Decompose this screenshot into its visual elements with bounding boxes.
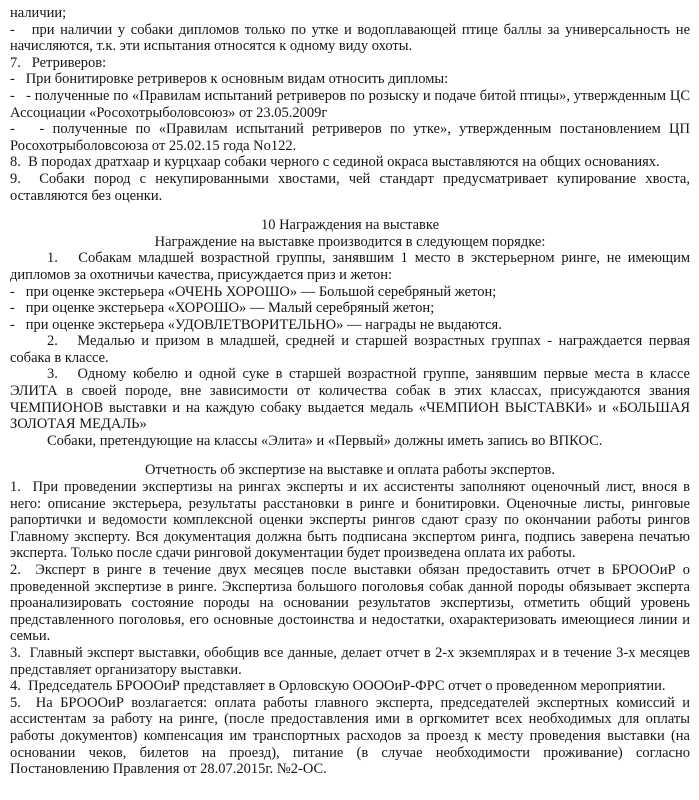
awards-note-vpkos: Собаки, претендующие на классы «Элита» и «Первый» должны иметь запись во ВПКОС. [47, 432, 603, 449]
dash-item-rules-retrieve: - - полученные по «Правилам испытаний ретриверов по розыску и подаче битой птицы», утвержденным ЦС Ассоциации «Росохотрыболовсоюз» от 23.05.2009г [10, 87, 690, 121]
section-title-awards: 10 Награждения на выставке [260, 217, 440, 234]
report-item-1: 1. При проведении экспертизы на рингах эксперты и их ассистенты заполняют оценочный лист, внося в него: описание экстерьера, результаты расстановки в ринге и бонитировки. Оценочные листы, ринговые рапортички и ведомости комплексной оценки эксперты рингов сдают сразу по окончании работы рингов Главному эксперту. Вся документация должна быть подписана экспертом ринга, подпись заверена печатью эксперта. Только после сдачи ринговой документации будет произведена оплата их работы. [10, 479, 690, 562]
dash-item-bonitation: - При бонитировке ретриверов к основным видам относить дипломы: [10, 71, 449, 88]
dash-item-universality: - при наличии у собаки дипломов только по утке и водоплавающей птице баллы за универсальность не начисляются, т.к. эти испытания относятся к одному виду охоты. [10, 21, 690, 55]
item-7-retrievers: 7. Ретриверов: [10, 54, 107, 71]
item-8-coat-color: 8. В породах дратхаар и курцхаар собаки черного с сединой окраса выставляются на общих основаниях. [10, 154, 660, 171]
dash-item-rules-duck: - - полученные по «Правилам испытаний ретриверов по утке», утвержденным постановлением ЦП Росохотрыболовсоюза от 25.02.15 года No122. [10, 121, 690, 154]
report-item-2: 2. Эксперт в ринге в течение двух месяцев после выставки обязан предоставить отчет в БРОООиР о проведенной экспертизе в ринге. Экспертиза большого поголовья собак данной породы обязывает эксперта проанализировать состояние породы на основании результатов экспертизы, отметить общий уровень представленного поголовья, его основные достоинства и недостатки, охарактеризовать имеющиеся линии и семьи. [10, 562, 690, 645]
awards-item-2: 2. Медалью и призом в младшей, средней и старшей возрастных группах - награждается первая собака в классе. [10, 333, 690, 366]
report-item-4: 4. Председатель БРОООиР представляет в Орловскую ООООиР-ФРС отчет о проведенном мероприятии. [10, 678, 666, 695]
report-item-3: 3. Главный эксперт выставки, обобщив все данные, делает отчет в 2-х экземплярах и в течение 3-х месяцев представляет организатору выставки. [10, 644, 690, 678]
dash-item-satisfactory: - при оценке экстерьера «УДОВЛЕТВОРИТЕЛЬНО» — награды не выдаются. [10, 316, 502, 333]
dash-item-good: - при оценке экстерьера «ХОРОШО» — Малый серебряный жетон; [10, 300, 435, 317]
awards-item-1: 1. Собакам младшей возрастной группы, занявшим 1 место в экстерьерном ринге, не имеющим дипломов за охотничьи качества, присуждается приз и жетон: [10, 250, 690, 283]
section-subtitle-awards: Награждение на выставке производится в следующем порядке: [154, 233, 546, 250]
awards-item-3: 3. Одному кобелю и одной суке в старшей возрастной группе, занявшим первые места в классе ЭЛИТА в своей породе, вне зависимости от количества собак в этих классах, присуждаются звания ЧЕМПИОНОВ выставки и на каждую собаку выдается медаль «ЧЕМПИОН ВЫСТАВКИ» и «БОЛЬШАЯ ЗОЛОТАЯ МЕДАЛЬ» [10, 366, 690, 433]
report-item-5: 5. На БРОООиР возлагается: оплата работы главного эксперта, председателей экспертных комиссий и ассистентам за работу на ринге, (после предоставления ими в оргкомитет всех необходимых для оплаты работы документов) компенсация им транспортных расходов за проезд к месту проведения выставки (на основании чеков, билетов на проезд), питание (в случае необходимости проживание) согласно Постановлению Правления от 28.07.2015г. №2-ОС. [10, 694, 690, 778]
section-title-report: Отчетность об экспертизе на выставке и оплата работы экспертов. [145, 462, 555, 479]
dash-item-very-good: - при оценке экстерьера «ОЧЕНЬ ХОРОШО» — Большой серебряный жетон; [10, 283, 497, 300]
paragraph-continuation: наличии; [10, 5, 67, 21]
item-9-tails: 9. Собаки пород с некупированными хвостами, чей стандарт предусматривает купирование хвоста, оставляются без оценки. [10, 170, 690, 204]
